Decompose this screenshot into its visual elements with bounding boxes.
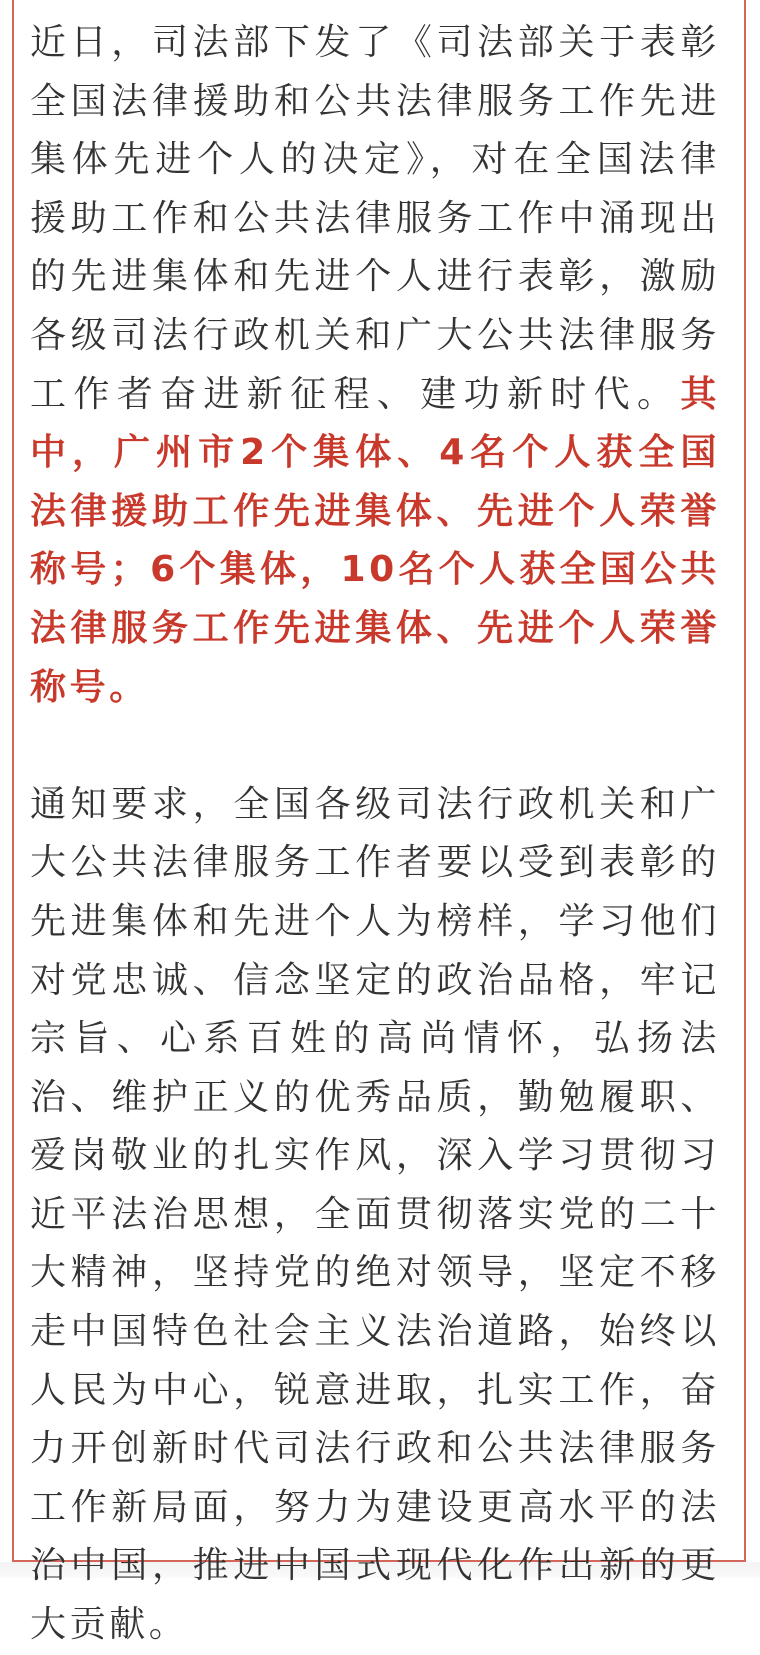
guangzhou-highlight-text: 其中，广州市2个集体、4名个人获全国法律援助工作先进集体、先进个人荣誉称号；6个集体，10名个人获全国公共法律服务工作先进集体、先进个人荣誉称号。 <box>30 373 720 708</box>
paragraph-announcement <box>30 14 720 717</box>
paragraph-requirements: 通知要求，全国各级司法行政机关和广大公共法律服务工作者要以受到表彰的先进集体和先进个人为榜样，学习他们对党忠诚、信念坚定的政治品格，牢记宗旨、心系百姓的高尚情怀，弘扬法治、维护正义的优秀品质，勤勉履职、爱岗敬业的扎实作风，深入学习贯彻习近平法治思想，全面贯彻落实党的二十大精神，坚持党的绝对领导，坚定不移走中国特色社会主义法治道路，始终以人民为中心，锐意进取，扎实工作，奋力开创新时代司法行政和公共法律服务工作新局面，努力为建设更高水平的法治中国，推进中国式现代化作出新的更大贡献。 <box>30 783 720 1646</box>
article-body <box>30 14 720 1655</box>
announcement-lead-text: 近日，司法部下发了《司法部关于表彰全国法律援助和公共法律服务工作先进集体先进个人的决定》，对在全国法律援助工作和公共法律服务工作中涌现出的先进集体和先进个人进行表彰，激励各级司法行政机关和广大公共法律服务工作者奋进新征程、建功新时代。 <box>30 22 720 415</box>
